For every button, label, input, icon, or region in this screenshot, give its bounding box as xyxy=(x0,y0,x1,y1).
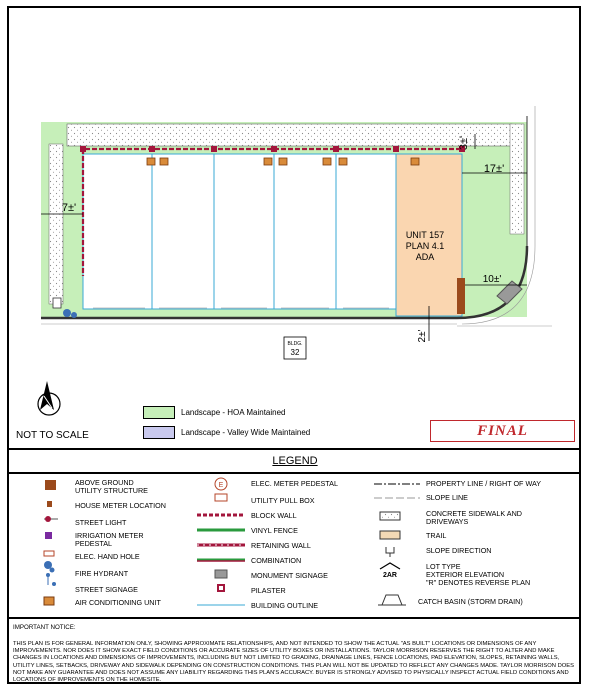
divider xyxy=(7,617,581,619)
legend-label: FIRE HYDRANT xyxy=(75,569,129,578)
elec-meter-pedestal-icon xyxy=(215,478,227,490)
dim-top-right-text: 3±' xyxy=(458,135,470,151)
legend-label: PILASTER xyxy=(251,586,286,595)
legend-col3-icons xyxy=(372,477,422,613)
legend-col1-icons xyxy=(40,479,70,609)
divider xyxy=(7,472,581,474)
fire-hydrant-icon xyxy=(44,561,55,573)
dim-bottom-text: 2±' xyxy=(417,329,428,343)
irrigation-meter-icon xyxy=(45,532,52,539)
legend-label: SLOPE LINE xyxy=(426,493,468,502)
plan-label: PLAN 4.1 xyxy=(405,241,445,251)
utility-structure xyxy=(457,278,465,314)
svg-text:E: E xyxy=(218,482,224,489)
north-arrow-icon xyxy=(38,381,60,415)
unit-label: UNIT 157 xyxy=(405,230,445,240)
swatch-hoa xyxy=(143,406,175,419)
legend-label: ABOVE GROUND UTILITY STRUCTURE xyxy=(75,478,148,495)
dim-left-text: 7±' xyxy=(61,202,77,214)
legend-label: BLOCK WALL xyxy=(251,511,297,520)
utility-structure-icon xyxy=(45,480,56,490)
legend-label: CONCRETE SIDEWALK AND DRIVEWAYS xyxy=(426,509,522,526)
final-stamp: FINAL xyxy=(430,420,575,442)
ac-unit-icon xyxy=(44,597,54,605)
legend-label: IRRIGATION METER PEDESTAL xyxy=(75,531,144,548)
street-light-icon xyxy=(44,516,58,522)
notice-body: THIS PLAN IS FOR GENERAL INFORMATION ONLY, SHOWING APPROXIMATE RELATIONSHIPS, AND NOT INTENDED TO SHOW THE ACTUAL "AS BUILT" LOCATIONS OR DIMENSIONS OF ANY IMPROVEMENTS. NOR DOES IT SHOW EXACT FIELD CONDITIONS OR ACCURATE SIZES OF UTILITY BOXES OR INSTALLATIONS. TAYLOR MORRISON RESERVES THE RIGHT TO ALTER AND MAKE CHANGES IN LOCATIONS AND DIMENSIONS OF IMPROVEMENTS, INCLUDING BUT NOT LIMITED TO GRADING, DRAINAGE LINES, FENCE LOCATIONS, PAD ELEVATION, SLOPES, RETAINING WALLS, UTILITY LINES, SETBACKS, DRIVEWAY AND SIDEWALK DEPENDING ON CONSTRUCTION CONDITIONS. THIS PLAN WILL NOT BE UPDATED TO REFLECT ANY CHANGES MADE. TAYLOR MORRISON DOES NOT MAKE ANY GUARANTEE AND DOES NOT ASSUME ANY LIABILITY REGARDING THIS PLAN'S ACCURACY. BUYER IS STRONGLY ADVISED TO PHYSICALLY INSPECT ACTUAL FIELD CONDITIONS AND LOCATIONS OF IMPROVEMENTS ON THE HOMESITE. xyxy=(13,641,575,684)
hand-hole-icon xyxy=(44,551,54,556)
legend-title: LEGEND xyxy=(272,455,318,467)
svg-text:2AR: 2AR xyxy=(382,572,398,579)
house-meter-icon xyxy=(47,501,52,507)
swatch-valley xyxy=(143,426,175,439)
lot-type-icon xyxy=(380,563,400,579)
sidewalk-icon xyxy=(380,512,400,520)
legend-label: LOT TYPE EXTERIOR ELEVATION "R" DENOTES REVERSE PLAN xyxy=(426,562,531,587)
bldg-label: BLDG. xyxy=(287,341,303,347)
building-units xyxy=(83,154,396,309)
legend-label: STREET LIGHT xyxy=(75,518,127,527)
ada-label: ADA xyxy=(415,252,435,262)
swatch-valley-label: Landscape - Valley Wide Maintained xyxy=(181,428,311,437)
legend-label: HOUSE METER LOCATION xyxy=(75,501,166,510)
legend-label: MONUMENT SIGNAGE xyxy=(251,571,328,580)
sidewalk-right xyxy=(510,124,524,234)
combination-icon xyxy=(197,560,245,561)
bldg-number: 32 xyxy=(290,348,300,357)
pull-box-icon xyxy=(215,494,227,501)
legend-label: ELEC. HAND HOLE xyxy=(75,552,140,561)
monument-signage-icon xyxy=(215,570,227,578)
legend-label: AIR CONDITIONING UNIT xyxy=(75,598,161,607)
swatch-hoa-label: Landscape - HOA Maintained xyxy=(181,408,286,417)
notice-heading: IMPORTANT NOTICE: xyxy=(13,624,76,631)
pilaster-icon xyxy=(217,584,225,592)
sidewalk-top xyxy=(67,124,512,146)
site-plan-drawing xyxy=(7,6,581,449)
legend-label: CATCH BASIN (STORM DRAIN) xyxy=(418,597,523,606)
dim-right-lower-text: 10±' xyxy=(482,274,502,285)
legend-label: ELEC. METER PEDESTAL xyxy=(251,479,338,488)
legend-label: TRAIL xyxy=(426,531,447,540)
slope-direction-icon xyxy=(386,547,394,557)
sidewalk-left xyxy=(49,144,63,304)
legend-label: BUILDING OUTLINE xyxy=(251,601,319,610)
legend-label: PROPERTY LINE / RIGHT OF WAY xyxy=(426,479,542,488)
dim-right-text: 17±' xyxy=(483,163,505,175)
legend-label: SLOPE DIRECTION xyxy=(426,546,492,555)
catch-basin-icon xyxy=(378,595,406,605)
not-to-scale-label: NOT TO SCALE xyxy=(16,430,89,441)
legend-label: RETAINING WALL xyxy=(251,541,311,550)
legend-col2-icons xyxy=(195,477,247,613)
trail-icon xyxy=(380,531,400,539)
divider xyxy=(7,448,581,450)
street-signage-icon xyxy=(46,573,56,586)
legend-label: COMBINATION xyxy=(251,556,302,565)
legend-label: STREET SIGNAGE xyxy=(75,585,138,594)
legend-label: UTILITY PULL BOX xyxy=(251,496,315,505)
legend-label: VINYL FENCE xyxy=(251,526,298,535)
site-plan xyxy=(7,6,581,449)
